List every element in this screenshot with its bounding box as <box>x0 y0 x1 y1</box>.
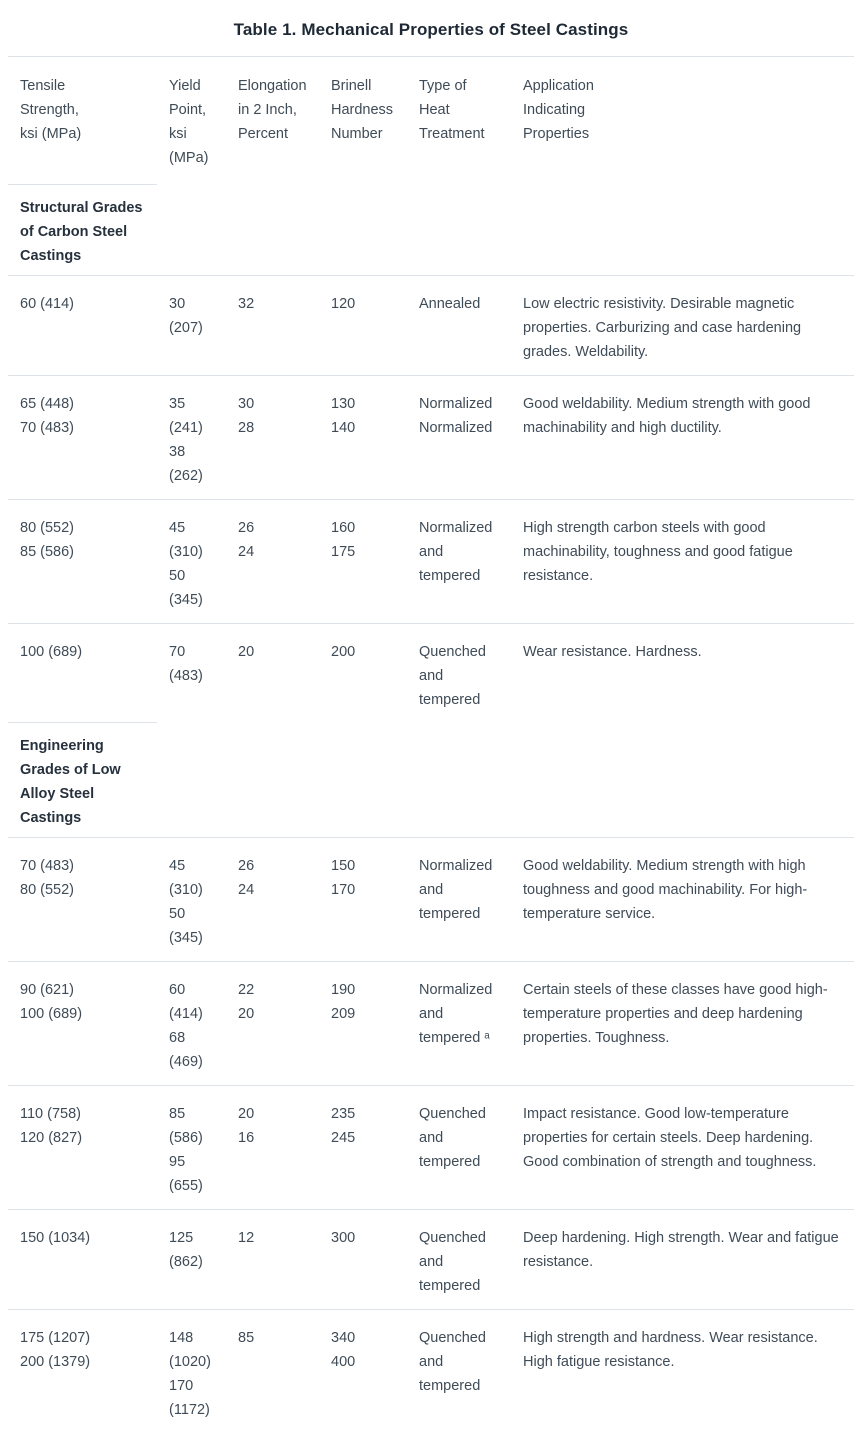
table-row <box>8 275 854 375</box>
col-header-application: Application Indicating Properties <box>511 57 854 185</box>
cell-application: Impact resistance. Good low-temperature properties for certain steels. Deep hardening. Good combination of strength and toughness. <box>511 1086 854 1210</box>
cell-application: Wear resistance. Hardness. <box>511 623 854 723</box>
cell-heat-treatment: Quenched and tempered <box>407 1310 511 1433</box>
col-header-elongation: Elongation in 2 Inch, Percent <box>226 57 319 185</box>
cell-heat-treatment: Quenched and tempered <box>407 1210 511 1310</box>
cell-heat-treatment: Normalized Normalized <box>407 375 511 499</box>
col-header-brinell-hardness: Brinell Hardness Number <box>319 57 407 185</box>
cell-brinell-hardness: 120 <box>319 275 407 375</box>
cell-elongation: 85 <box>226 1310 319 1433</box>
table-row <box>8 623 854 723</box>
cell-application: Deep hardening. High strength. Wear and fatigue resistance. <box>511 1210 854 1310</box>
cell-brinell-hardness: 235 245 <box>319 1086 407 1210</box>
cell-elongation: 20 16 <box>226 1086 319 1210</box>
cell-elongation: 26 24 <box>226 499 319 623</box>
cell-tensile-strength: 100 (689) <box>8 623 157 723</box>
section-title: Engineering Grades of Low Alloy Steel Castings <box>8 723 157 838</box>
cell-heat-treatment: Quenched and tempered <box>407 623 511 723</box>
cell-heat-treatment: Normalized and tempered ᵃ <box>407 962 511 1086</box>
cell-heat-treatment: Normalized and tempered <box>407 499 511 623</box>
cell-elongation: 12 <box>226 1210 319 1310</box>
cell-tensile-strength: 175 (1207) 200 (1379) <box>8 1310 157 1433</box>
col-header-yield-point: Yield Point, ksi (MPa) <box>157 57 226 185</box>
table-row <box>8 1310 854 1433</box>
col-header-tensile-strength: Tensile Strength, ksi (MPa) <box>8 57 157 185</box>
cell-yield-point: 45 (310) 50 (345) <box>157 838 226 962</box>
cell-yield-point: 60 (414) 68 (469) <box>157 962 226 1086</box>
cell-elongation: 26 24 <box>226 838 319 962</box>
cell-yield-point: 125 (862) <box>157 1210 226 1310</box>
table-row <box>8 375 854 499</box>
cell-application: Good weldability. Medium strength with good machinability and high ductility. <box>511 375 854 499</box>
cell-brinell-hardness: 300 <box>319 1210 407 1310</box>
table-row <box>8 1210 854 1310</box>
table-title: Table 1. Mechanical Properties of Steel Castings <box>0 0 862 56</box>
table-row <box>8 962 854 1086</box>
cell-yield-point: 70 (483) <box>157 623 226 723</box>
cell-tensile-strength: 110 (758) 120 (827) <box>8 1086 157 1210</box>
cell-application: Low electric resistivity. Desirable magnetic properties. Carburizing and case hardening grades. Weldability. <box>511 275 854 375</box>
header-row <box>8 57 854 185</box>
cell-brinell-hardness: 200 <box>319 623 407 723</box>
cell-elongation: 30 28 <box>226 375 319 499</box>
section-header-row <box>8 184 854 275</box>
cell-tensile-strength: 60 (414) <box>8 275 157 375</box>
cell-application: High strength and hardness. Wear resistance. High fatigue resistance. <box>511 1310 854 1433</box>
section-header-row <box>8 723 854 838</box>
cell-brinell-hardness: 160 175 <box>319 499 407 623</box>
mechanical-properties-table <box>8 56 854 1433</box>
cell-heat-treatment: Quenched and tempered <box>407 1086 511 1210</box>
cell-yield-point: 35 (241) 38 (262) <box>157 375 226 499</box>
cell-application: Good weldability. Medium strength with high toughness and good machinability. For high-temperature service. <box>511 838 854 962</box>
cell-yield-point: 148 (1020) 170 (1172) <box>157 1310 226 1433</box>
cell-tensile-strength: 70 (483) 80 (552) <box>8 838 157 962</box>
cell-tensile-strength: 150 (1034) <box>8 1210 157 1310</box>
cell-brinell-hardness: 150 170 <box>319 838 407 962</box>
table-row <box>8 838 854 962</box>
col-header-heat-treatment: Type of Heat Treatment <box>407 57 511 185</box>
cell-elongation: 22 20 <box>226 962 319 1086</box>
cell-brinell-hardness: 130 140 <box>319 375 407 499</box>
cell-brinell-hardness: 340 400 <box>319 1310 407 1433</box>
table-row <box>8 1086 854 1210</box>
cell-tensile-strength: 65 (448) 70 (483) <box>8 375 157 499</box>
cell-yield-point: 30 (207) <box>157 275 226 375</box>
cell-brinell-hardness: 190 209 <box>319 962 407 1086</box>
cell-application: Certain steels of these classes have good high-temperature properties and deep hardening properties. Toughness. <box>511 962 854 1086</box>
cell-tensile-strength: 90 (621) 100 (689) <box>8 962 157 1086</box>
cell-yield-point: 85 (586) 95 (655) <box>157 1086 226 1210</box>
cell-application: High strength carbon steels with good machinability, toughness and good fatigue resistance. <box>511 499 854 623</box>
cell-elongation: 32 <box>226 275 319 375</box>
cell-heat-treatment: Annealed <box>407 275 511 375</box>
cell-yield-point: 45 (310) 50 (345) <box>157 499 226 623</box>
section-title: Structural Grades of Carbon Steel Castings <box>8 184 157 275</box>
cell-heat-treatment: Normalized and tempered <box>407 838 511 962</box>
table-row <box>8 499 854 623</box>
cell-tensile-strength: 80 (552) 85 (586) <box>8 499 157 623</box>
cell-elongation: 20 <box>226 623 319 723</box>
